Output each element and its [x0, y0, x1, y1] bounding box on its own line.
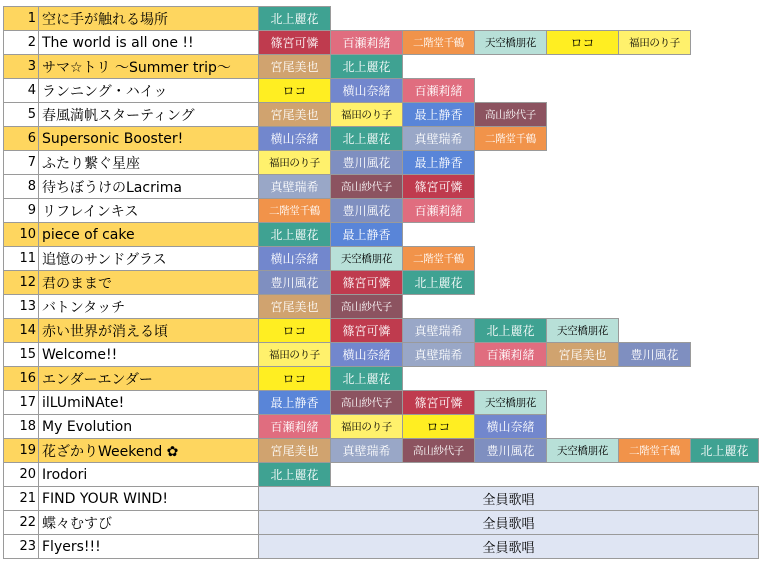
member-cell: 宮尾美也 — [259, 103, 331, 127]
member-cell: 篠宮可憐 — [331, 319, 403, 343]
table-row — [4, 31, 759, 55]
empty-cell — [547, 7, 619, 31]
table-row — [4, 343, 759, 367]
song-title: Flyers!!! — [39, 535, 259, 559]
empty-cell — [475, 55, 547, 79]
song-title: 赤い世界が消える頃 — [39, 319, 259, 343]
song-number: 5 — [4, 103, 39, 127]
song-number: 11 — [4, 247, 39, 271]
empty-cell — [691, 343, 759, 367]
song-number: 1 — [4, 7, 39, 31]
song-number: 21 — [4, 487, 39, 511]
table-row — [4, 79, 759, 103]
table-row — [4, 415, 759, 439]
song-number: 4 — [4, 79, 39, 103]
song-title: リフレインキス — [39, 199, 259, 223]
song-title: 空に手が触れる場所 — [39, 7, 259, 31]
song-title: Welcome!! — [39, 343, 259, 367]
song-title: The world is all one !! — [39, 31, 259, 55]
member-cell: ロコ — [259, 367, 331, 391]
empty-cell — [619, 247, 691, 271]
empty-cell — [619, 463, 691, 487]
song-number: 3 — [4, 55, 39, 79]
song-number: 17 — [4, 391, 39, 415]
member-cell: 横山奈緒 — [475, 415, 547, 439]
song-title: 追憶のサンドグラス — [39, 247, 259, 271]
empty-cell — [619, 271, 691, 295]
song-title: ilLUmiNAte! — [39, 391, 259, 415]
member-cell: 最上静香 — [403, 151, 475, 175]
empty-cell — [475, 271, 547, 295]
empty-cell — [547, 103, 619, 127]
member-cell: 高山紗代子 — [331, 295, 403, 319]
member-cell: 真壁瑞希 — [403, 127, 475, 151]
member-cell: 天空橋朋花 — [331, 247, 403, 271]
song-number: 2 — [4, 31, 39, 55]
empty-cell — [691, 319, 759, 343]
song-number: 23 — [4, 535, 39, 559]
empty-cell — [691, 223, 759, 247]
empty-cell — [691, 367, 759, 391]
member-cell: 二階堂千鶴 — [403, 247, 475, 271]
table-row — [4, 319, 759, 343]
empty-cell — [547, 247, 619, 271]
empty-cell — [475, 175, 547, 199]
empty-cell — [403, 223, 475, 247]
empty-cell — [403, 367, 475, 391]
empty-cell — [619, 55, 691, 79]
member-cell: 福田のり子 — [259, 343, 331, 367]
member-cell: 高山紗代子 — [403, 439, 475, 463]
empty-cell — [619, 151, 691, 175]
member-cell: 百瀬莉緒 — [331, 31, 403, 55]
empty-cell — [691, 463, 759, 487]
empty-cell — [403, 55, 475, 79]
empty-cell — [403, 295, 475, 319]
empty-cell — [547, 55, 619, 79]
empty-cell — [475, 151, 547, 175]
empty-cell — [475, 79, 547, 103]
all-members-cell: 全員歌唱 — [259, 487, 759, 511]
member-cell: 横山奈緒 — [331, 79, 403, 103]
song-title: 春風満帆スターティング — [39, 103, 259, 127]
member-cell: 豊川風花 — [619, 343, 691, 367]
empty-cell — [691, 175, 759, 199]
member-cell: 北上麗花 — [259, 463, 331, 487]
table-row — [4, 7, 759, 31]
song-title: エンダーエンダー — [39, 367, 259, 391]
empty-cell — [547, 367, 619, 391]
member-cell: 二階堂千鶴 — [475, 127, 547, 151]
setlist-body — [4, 7, 759, 559]
empty-cell — [691, 247, 759, 271]
song-number: 15 — [4, 343, 39, 367]
empty-cell — [691, 55, 759, 79]
member-cell: 北上麗花 — [331, 55, 403, 79]
song-number: 14 — [4, 319, 39, 343]
empty-cell — [691, 295, 759, 319]
song-title: サマ☆トリ 〜Summer trip〜 — [39, 55, 259, 79]
empty-cell — [619, 7, 691, 31]
table-row — [4, 511, 759, 535]
member-cell: 豊川風花 — [331, 151, 403, 175]
empty-cell — [619, 391, 691, 415]
empty-cell — [475, 367, 547, 391]
empty-cell — [619, 127, 691, 151]
song-number: 19 — [4, 439, 39, 463]
song-title: piece of cake — [39, 223, 259, 247]
empty-cell — [547, 415, 619, 439]
table-row — [4, 223, 759, 247]
empty-cell — [619, 415, 691, 439]
all-members-cell: 全員歌唱 — [259, 511, 759, 535]
member-cell: 真壁瑞希 — [403, 343, 475, 367]
song-number: 16 — [4, 367, 39, 391]
member-cell: 二階堂千鶴 — [619, 439, 691, 463]
member-cell: 最上静香 — [331, 223, 403, 247]
empty-cell — [619, 295, 691, 319]
member-cell: 最上静香 — [259, 391, 331, 415]
empty-cell — [547, 151, 619, 175]
empty-cell — [547, 127, 619, 151]
empty-cell — [475, 199, 547, 223]
song-number: 18 — [4, 415, 39, 439]
table-row — [4, 295, 759, 319]
table-row — [4, 487, 759, 511]
song-number: 22 — [4, 511, 39, 535]
member-cell: 豊川風花 — [331, 199, 403, 223]
song-number: 12 — [4, 271, 39, 295]
table-row — [4, 175, 759, 199]
table-row — [4, 199, 759, 223]
song-number: 10 — [4, 223, 39, 247]
member-cell: 篠宮可憐 — [403, 391, 475, 415]
song-title: 蝶々むすび — [39, 511, 259, 535]
member-cell: 豊川風花 — [259, 271, 331, 295]
setlist-table — [3, 6, 759, 559]
empty-cell — [619, 103, 691, 127]
member-cell: ロコ — [259, 319, 331, 343]
song-title: My Evolution — [39, 415, 259, 439]
member-cell: 天空橋朋花 — [547, 319, 619, 343]
member-cell: 百瀬莉緒 — [403, 199, 475, 223]
member-cell: 豊川風花 — [475, 439, 547, 463]
member-cell: 二階堂千鶴 — [403, 31, 475, 55]
empty-cell — [547, 391, 619, 415]
song-title: 花ざかりWeekend ✿ — [39, 439, 259, 463]
empty-cell — [691, 103, 759, 127]
empty-cell — [619, 367, 691, 391]
empty-cell — [691, 31, 759, 55]
empty-cell — [619, 199, 691, 223]
empty-cell — [547, 223, 619, 247]
member-cell: ロコ — [403, 415, 475, 439]
table-row — [4, 103, 759, 127]
member-cell: 真壁瑞希 — [403, 319, 475, 343]
member-cell: 真壁瑞希 — [331, 439, 403, 463]
member-cell: 横山奈緒 — [259, 127, 331, 151]
empty-cell — [547, 79, 619, 103]
empty-cell — [691, 415, 759, 439]
empty-cell — [619, 223, 691, 247]
member-cell: 篠宮可憐 — [259, 31, 331, 55]
member-cell: 北上麗花 — [475, 319, 547, 343]
table-row — [4, 367, 759, 391]
member-cell: 北上麗花 — [331, 367, 403, 391]
member-cell: 横山奈緒 — [331, 343, 403, 367]
member-cell: 百瀬莉緒 — [403, 79, 475, 103]
song-title: Supersonic Booster! — [39, 127, 259, 151]
member-cell: 篠宮可憐 — [331, 271, 403, 295]
empty-cell — [547, 175, 619, 199]
empty-cell — [691, 199, 759, 223]
empty-cell — [691, 79, 759, 103]
member-cell: 福田のり子 — [331, 103, 403, 127]
member-cell: 宮尾美也 — [259, 295, 331, 319]
member-cell: 高山紗代子 — [331, 175, 403, 199]
song-title: ふたり繋ぐ星座 — [39, 151, 259, 175]
member-cell: 北上麗花 — [259, 223, 331, 247]
table-row — [4, 271, 759, 295]
member-cell: 最上静香 — [403, 103, 475, 127]
empty-cell — [403, 7, 475, 31]
empty-cell — [619, 175, 691, 199]
empty-cell — [691, 151, 759, 175]
song-number: 8 — [4, 175, 39, 199]
table-row — [4, 55, 759, 79]
member-cell: 高山紗代子 — [475, 103, 547, 127]
song-number: 13 — [4, 295, 39, 319]
table-row — [4, 463, 759, 487]
table-row — [4, 391, 759, 415]
member-cell: 北上麗花 — [259, 7, 331, 31]
member-cell: 福田のり子 — [619, 31, 691, 55]
member-cell: ロコ — [259, 79, 331, 103]
table-row — [4, 247, 759, 271]
member-cell: 北上麗花 — [331, 127, 403, 151]
empty-cell — [619, 319, 691, 343]
member-cell: 百瀬莉緒 — [475, 343, 547, 367]
member-cell: 天空橋朋花 — [475, 391, 547, 415]
song-title: バトンタッチ — [39, 295, 259, 319]
table-row — [4, 127, 759, 151]
empty-cell — [547, 271, 619, 295]
table-row — [4, 439, 759, 463]
empty-cell — [475, 223, 547, 247]
song-title: ランニング・ハイッ — [39, 79, 259, 103]
song-number: 9 — [4, 199, 39, 223]
all-members-cell: 全員歌唱 — [259, 535, 759, 559]
empty-cell — [691, 391, 759, 415]
song-title: Irodori — [39, 463, 259, 487]
song-number: 20 — [4, 463, 39, 487]
song-title: 君のままで — [39, 271, 259, 295]
member-cell: 高山紗代子 — [331, 391, 403, 415]
empty-cell — [331, 463, 403, 487]
member-cell: 篠宮可憐 — [403, 175, 475, 199]
empty-cell — [547, 463, 619, 487]
empty-cell — [547, 295, 619, 319]
empty-cell — [691, 127, 759, 151]
member-cell: 福田のり子 — [331, 415, 403, 439]
song-title: FIND YOUR WIND! — [39, 487, 259, 511]
member-cell: 宮尾美也 — [547, 343, 619, 367]
empty-cell — [475, 247, 547, 271]
member-cell: 百瀬莉緒 — [259, 415, 331, 439]
member-cell: 北上麗花 — [691, 439, 759, 463]
empty-cell — [475, 295, 547, 319]
member-cell: ロコ — [547, 31, 619, 55]
member-cell: 宮尾美也 — [259, 55, 331, 79]
member-cell: 福田のり子 — [259, 151, 331, 175]
member-cell: 宮尾美也 — [259, 439, 331, 463]
empty-cell — [691, 7, 759, 31]
empty-cell — [331, 7, 403, 31]
empty-cell — [547, 199, 619, 223]
song-number: 6 — [4, 127, 39, 151]
member-cell: 北上麗花 — [403, 271, 475, 295]
song-number: 7 — [4, 151, 39, 175]
empty-cell — [619, 79, 691, 103]
empty-cell — [475, 7, 547, 31]
song-title: 待ちぼうけのLacrima — [39, 175, 259, 199]
empty-cell — [403, 463, 475, 487]
member-cell: 横山奈緒 — [259, 247, 331, 271]
member-cell: 天空橋朋花 — [475, 31, 547, 55]
member-cell: 真壁瑞希 — [259, 175, 331, 199]
member-cell: 天空橋朋花 — [547, 439, 619, 463]
empty-cell — [691, 271, 759, 295]
member-cell: 二階堂千鶴 — [259, 199, 331, 223]
table-row — [4, 151, 759, 175]
table-row — [4, 535, 759, 559]
empty-cell — [475, 463, 547, 487]
